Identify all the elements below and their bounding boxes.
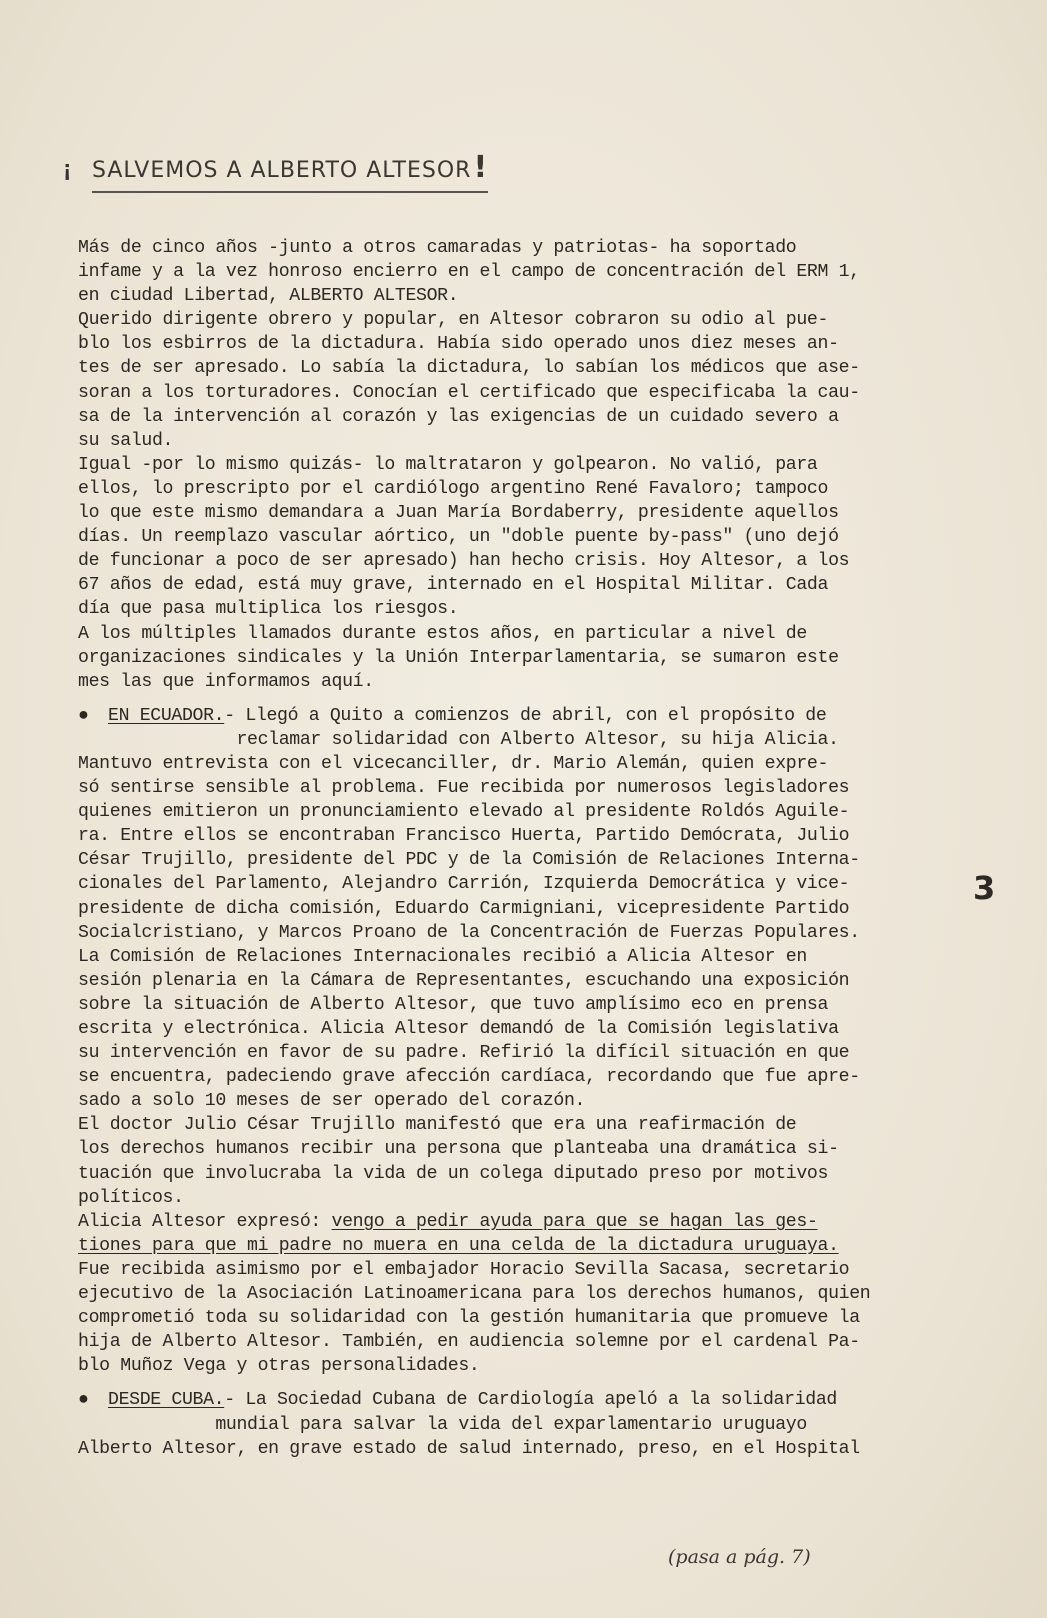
- text-line: en ciudad Libertad, ALBERTO ALTESOR.: [78, 286, 459, 307]
- text-line: Mantuvo entrevista con el vicecanciller, dr. Mario Alemán, quien expre-: [78, 753, 829, 774]
- section-ecuador-heading-tail: - Llegó a Quito a comienzos de abril, con el propósito de: [224, 705, 827, 726]
- text-line: cionales del Parlamento, Alejandro Carrión, Izquierda Democrática y vice-: [78, 874, 850, 895]
- text-line: quienes emitieron un pronunciamiento elevado al presidente Roldós Aguile-: [78, 802, 850, 823]
- text-line: ejecutivo de la Asociación Latinoamericana para los derechos humanos, quien: [78, 1284, 871, 1305]
- text-line: sesión plenaria en la Cámara de Representantes, escuchando una exposición: [78, 970, 850, 991]
- bullet-icon: ●: [78, 1390, 89, 1411]
- text-line: Socialcristiano, y Marcos Proano de la Concentración de Fuerzas Populares.: [78, 922, 860, 943]
- text-line: El doctor Julio César Trujillo manifestó que era una reafirmación de: [78, 1115, 797, 1136]
- section-ecuador: [78, 704, 966, 1379]
- text-line: organizaciones sindicales y la Unión Interparlamentaria, se sumaron este: [78, 647, 839, 668]
- section-cuba-heading-tail: - La Sociedad Cubana de Cardiología apeló a la solidaridad: [224, 1390, 837, 1411]
- text-line: sa de la intervención al corazón y las exigencias de un cuidado severo a: [78, 406, 839, 427]
- text-line: políticos.: [78, 1187, 184, 1208]
- article-body: [78, 236, 966, 1461]
- section-ecuador-text: [78, 728, 966, 1210]
- text-line: sado a solo 10 meses de ser operado del corazón.: [78, 1091, 586, 1112]
- text-line: tuación que involucraba la vida de un colega diputado preso por motivos: [78, 1163, 829, 1184]
- section-cuba: [78, 1388, 966, 1460]
- quote-line-2: [78, 1234, 966, 1258]
- quote-part-2: tiones para que mi padre no muera en una celda de la dictadura uruguaya.: [78, 1235, 839, 1256]
- text-line: soran a los torturadores. Conocían el certificado que especificaba la cau-: [78, 382, 860, 403]
- text-line: día que pasa multiplica los riesgos.: [78, 599, 459, 620]
- section-ecuador-title: EN ECUADOR.: [108, 705, 225, 726]
- section-ecuador-text-after: [78, 1258, 966, 1378]
- text-line: Fue recibida asimismo por el embajador Horacio Sevilla Sacasa, secretario: [78, 1259, 850, 1280]
- text-line: tes de ser apresado. Lo sabía la dictadura, lo sabían los médicos que ase-: [78, 358, 860, 379]
- text-line: Más de cinco años -junto a otros camaradas y patriotas- ha soportado: [78, 238, 797, 258]
- quote-intro: Alicia Altesor expresó:: [78, 1211, 332, 1232]
- page-title-text: SALVEMOS A ALBERTO ALTESOR: [92, 158, 472, 183]
- title-bullet-mark: ¡: [60, 158, 75, 185]
- section-cuba-text: [78, 1413, 966, 1461]
- text-line: de funcionar a poco de ser apresado) han hecho crisis. Hoy Altesor, a los: [78, 551, 850, 572]
- text-line: escrita y electrónica. Alicia Altesor demandó de la Comisión legislativa: [78, 1019, 839, 1039]
- text-line: Igual -por lo mismo quizás- lo maltrataron y golpearon. No valió, para: [78, 454, 818, 475]
- text-line: Alberto Altesor, en grave estado de salud internado, preso, en el Hospital: [78, 1438, 860, 1459]
- text-line: comprometió toda su solidaridad con la gestión humanitaria que promueve la: [78, 1308, 860, 1329]
- text-line: A los múltiples llamados durante estos años, en particular a nivel de: [78, 623, 807, 644]
- text-line: 67 años de edad, está muy grave, internado en el Hospital Militar. Cada: [78, 575, 829, 596]
- text-line: sobre la situación de Alberto Altesor, que tuvo amplísimo eco en prensa: [78, 994, 829, 1015]
- text-line: su salud.: [78, 430, 174, 451]
- quote-line-1: [78, 1210, 966, 1234]
- text-line: blo Muñoz Vega y otras personalidades.: [78, 1356, 480, 1377]
- intro-paragraph: [78, 236, 966, 694]
- text-line: presidente de dicha comisión, Eduardo Carmigniani, vicepresidente Partido: [78, 898, 850, 919]
- section-cuba-heading: [78, 1388, 966, 1412]
- text-line: lo que este mismo demandara a Juan María Bordaberry, presidente aquellos: [78, 503, 839, 524]
- bullet-icon: ●: [78, 705, 89, 726]
- text-line: La Comisión de Relaciones Internacionales recibió a Alicia Altesor en: [78, 946, 807, 967]
- text-line: blo los esbirros de la dictadura. Había sido operado unos diez meses an-: [78, 334, 839, 355]
- text-line: mundial para salvar la vida del exparlamentario uruguayo: [78, 1414, 807, 1435]
- page-number: 3: [973, 869, 996, 907]
- text-line: ra. Entre ellos se encontraban Francisco Huerta, Partido Demócrata, Julio: [78, 826, 850, 847]
- page-title: [92, 150, 488, 193]
- text-line: Querido dirigente obrero y popular, en Altesor cobraron su odio al pue-: [78, 310, 829, 331]
- text-line: ellos, lo prescripto por el cardiólogo argentino René Favaloro; tampoco: [78, 478, 829, 499]
- title-block: [62, 150, 502, 193]
- text-line: su intervención en favor de su padre. Refirió la difícil situación en que: [78, 1043, 850, 1064]
- text-line: los derechos humanos recibir una persona que planteaba una dramática si-: [78, 1139, 839, 1160]
- text-line: hija de Alberto Altesor. También, en audiencia solemne por el cardenal Pa-: [78, 1332, 860, 1353]
- section-ecuador-heading: [78, 704, 966, 728]
- text-line: días. Un reemplazo vascular aórtico, un "doble puente by-pass" (uno dejó: [78, 527, 839, 548]
- title-exclamation: !: [473, 150, 489, 185]
- continuation-note: (pasa a pág. 7): [668, 1546, 811, 1568]
- text-line: infame y a la vez honroso encierro en el campo de concentración del ERM 1,: [78, 262, 860, 283]
- section-cuba-title: DESDE CUBA.: [108, 1390, 225, 1411]
- text-line: reclamar solidaridad con Alberto Altesor, su hija Alicia.: [78, 729, 839, 750]
- quote-part-1: vengo a pedir ayuda para que se hagan las ges-: [331, 1211, 818, 1232]
- text-line: César Trujillo, presidente del PDC y de la Comisión de Relaciones Interna-: [78, 850, 860, 871]
- text-line: só sentirse sensible al problema. Fue recibida por numerosos legisladores: [78, 778, 850, 799]
- text-line: se encuentra, padeciendo grave afección cardíaca, recordando que fue apre-: [78, 1067, 860, 1088]
- text-line: mes las que informamos aquí.: [78, 671, 374, 692]
